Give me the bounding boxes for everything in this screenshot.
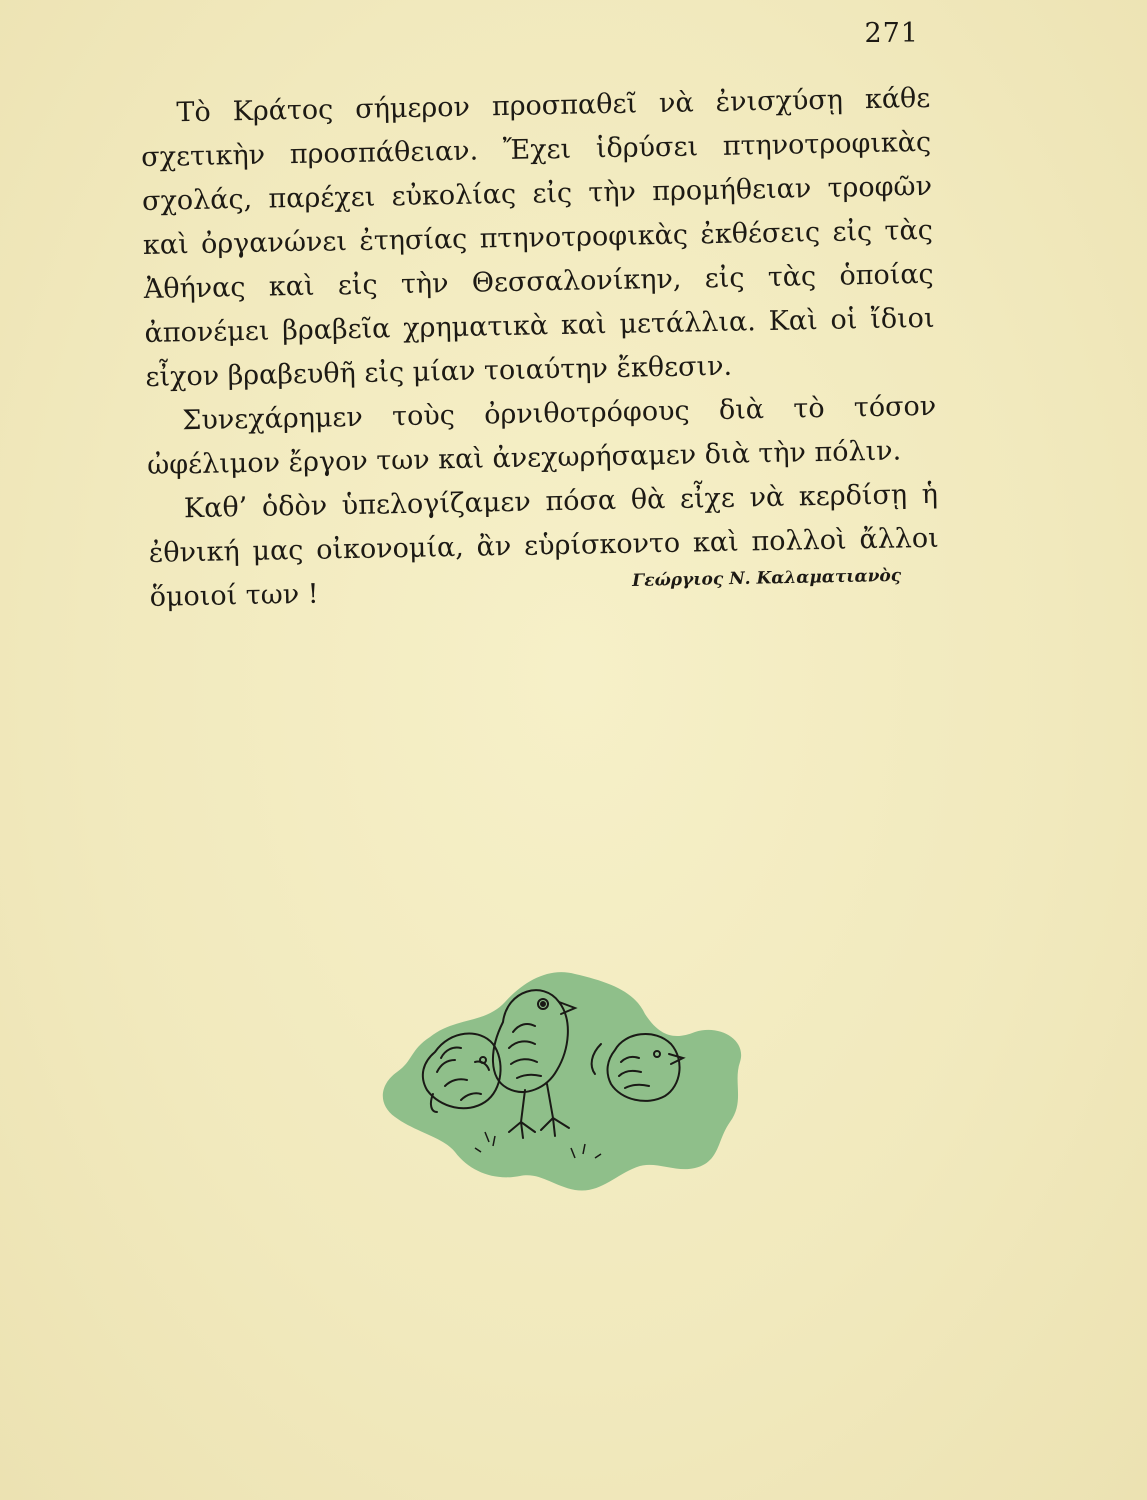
- article-text: [140, 77, 940, 620]
- chicks-illustration: [375, 962, 775, 1202]
- paragraph-state-support: Τὸ Κράτος σήμερον προσπαθεῖ νὰ ἐνισχύσῃ κάθε σχετικὴν προσπάθειαν. Ἔχει ἱδρύσει πτηνοτροφικὰς σχολάς, παρέχει εὐκολίας εἰς τὴν προμήθειαν τροφῶν καὶ ὀργανώνει ἐτησίας πτηνοτροφικὰς ἐκθέσεις εἰς τὰς Ἀθήνας καὶ εἰς τὴν Θεσσαλονίκην, εἰς τὰς ὁποίας ἀπονέμει βραβεῖα χρηματικὰ καὶ μετάλλια. Καὶ οἱ ἴδιοι εἶχον βραβευθῆ εἰς μίαν τοιαύτην ἔκθεσιν.: [140, 82, 935, 393]
- author-signature: Γεώργιος Ν. Καλαματιανὸς: [632, 565, 902, 591]
- paragraph-national-economy: Καθ’ ὁδὸν ὑπελογίζαμεν πόσα θὰ εἶχε νὰ κερδίσῃ ἡ ἐθνική μας οἰκονομία, ἂν εὑρίσκοντο καὶ πολλοὶ ἄλλοι ὅμοιοί των !: [148, 478, 940, 613]
- paragraph-congratulations: Συνεχάρημεν τοὺς ὀρνιθοτρόφους διὰ τὸ τόσον ὠφέλιμον ἔργον των καὶ ἀνεχωρήσαμεν διὰ τὴν πόλιν.: [146, 390, 937, 481]
- page-number: 271: [864, 18, 919, 49]
- chicks-drawing: [375, 962, 775, 1202]
